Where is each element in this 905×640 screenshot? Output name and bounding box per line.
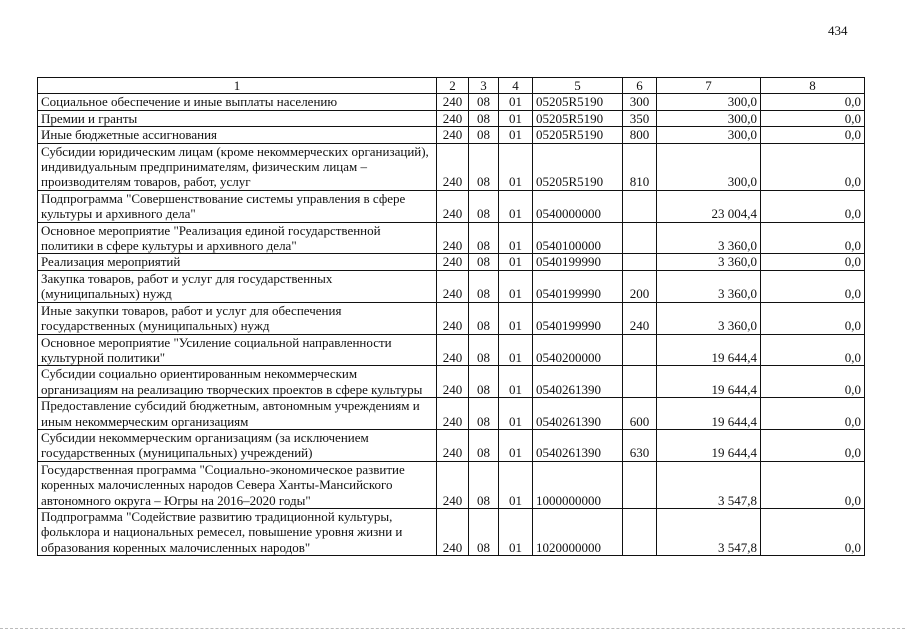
row-col3-cell: 08 <box>469 127 499 143</box>
row-name-cell: Основное мероприятие "Усиление социальной направленности культурной политики" <box>38 334 437 366</box>
row-col6-cell: 810 <box>623 143 657 190</box>
table-row <box>38 429 865 461</box>
row-col2-cell: 240 <box>437 366 469 398</box>
row-amount-cell: 19 644,4 <box>657 366 761 398</box>
table-row <box>38 190 865 222</box>
row-amount2-cell: 0,0 <box>761 398 865 430</box>
table-row <box>38 270 865 302</box>
row-col4-cell: 01 <box>499 366 533 398</box>
row-col4-cell: 01 <box>499 398 533 430</box>
row-col4-cell: 01 <box>499 270 533 302</box>
column-header: 5 <box>533 78 623 94</box>
row-amount-cell: 3 360,0 <box>657 302 761 334</box>
row-col3-cell: 08 <box>469 143 499 190</box>
row-col3-cell: 08 <box>469 366 499 398</box>
row-col2-cell: 240 <box>437 334 469 366</box>
row-name-cell: Социальное обеспечение и иные выплаты населению <box>38 94 437 110</box>
row-col2-cell: 240 <box>437 398 469 430</box>
row-code-cell: 05205R5190 <box>533 143 623 190</box>
row-col4-cell: 01 <box>499 190 533 222</box>
column-header: 7 <box>657 78 761 94</box>
row-col4-cell: 01 <box>499 334 533 366</box>
row-code-cell: 0540200000 <box>533 334 623 366</box>
row-col3-cell: 08 <box>469 190 499 222</box>
row-code-cell: 0540199990 <box>533 302 623 334</box>
row-code-cell: 0540000000 <box>533 190 623 222</box>
row-col3-cell: 08 <box>469 302 499 334</box>
row-col6-cell: 200 <box>623 270 657 302</box>
row-code-cell: 0540261390 <box>533 429 623 461</box>
row-col2-cell: 240 <box>437 127 469 143</box>
row-col6-cell <box>623 222 657 254</box>
row-name-cell: Подпрограмма "Содействие развитию традиционной культуры, фольклора и национальных ремесел, повышение уровня жизни и образования коренных малочисленных народов" <box>38 508 437 555</box>
column-header: 6 <box>623 78 657 94</box>
column-header: 1 <box>38 78 437 94</box>
row-amount-cell: 3 547,8 <box>657 508 761 555</box>
row-col2-cell: 240 <box>437 94 469 110</box>
row-col4-cell: 01 <box>499 461 533 508</box>
table-row <box>38 366 865 398</box>
row-col4-cell: 01 <box>499 429 533 461</box>
row-col2-cell: 240 <box>437 110 469 126</box>
row-amount2-cell: 0,0 <box>761 143 865 190</box>
row-col3-cell: 08 <box>469 508 499 555</box>
row-amount-cell: 23 004,4 <box>657 190 761 222</box>
row-col2-cell: 240 <box>437 143 469 190</box>
column-header: 3 <box>469 78 499 94</box>
row-amount2-cell: 0,0 <box>761 366 865 398</box>
row-col4-cell: 01 <box>499 127 533 143</box>
row-name-cell: Закупка товаров, работ и услуг для государственных (муниципальных) нужд <box>38 270 437 302</box>
row-code-cell: 0540199990 <box>533 270 623 302</box>
table-row <box>38 254 865 270</box>
row-col2-cell: 240 <box>437 508 469 555</box>
table-row <box>38 127 865 143</box>
row-amount-cell: 300,0 <box>657 110 761 126</box>
row-amount-cell: 300,0 <box>657 143 761 190</box>
row-col3-cell: 08 <box>469 461 499 508</box>
row-amount-cell: 300,0 <box>657 94 761 110</box>
row-col3-cell: 08 <box>469 94 499 110</box>
row-col3-cell: 08 <box>469 254 499 270</box>
row-col3-cell: 08 <box>469 334 499 366</box>
scan-edge-line <box>0 628 905 629</box>
row-name-cell: Реализация мероприятий <box>38 254 437 270</box>
row-amount2-cell: 0,0 <box>761 94 865 110</box>
row-col2-cell: 240 <box>437 270 469 302</box>
row-amount-cell: 19 644,4 <box>657 334 761 366</box>
row-code-cell: 0540261390 <box>533 366 623 398</box>
row-amount2-cell: 0,0 <box>761 127 865 143</box>
table-row <box>38 94 865 110</box>
row-col6-cell: 350 <box>623 110 657 126</box>
row-col6-cell <box>623 461 657 508</box>
row-col3-cell: 08 <box>469 270 499 302</box>
row-col4-cell: 01 <box>499 254 533 270</box>
row-col4-cell: 01 <box>499 302 533 334</box>
row-col4-cell: 01 <box>499 143 533 190</box>
row-amount-cell: 3 360,0 <box>657 222 761 254</box>
table-row <box>38 461 865 508</box>
row-col2-cell: 240 <box>437 429 469 461</box>
row-amount2-cell: 0,0 <box>761 461 865 508</box>
row-col3-cell: 08 <box>469 398 499 430</box>
row-col2-cell: 240 <box>437 461 469 508</box>
row-amount2-cell: 0,0 <box>761 302 865 334</box>
row-col2-cell: 240 <box>437 254 469 270</box>
column-header: 4 <box>499 78 533 94</box>
row-amount-cell: 19 644,4 <box>657 398 761 430</box>
row-name-cell: Субсидии социально ориентированным некоммерческим организациям на реализацию творческих проектов в сфере культуры <box>38 366 437 398</box>
row-col4-cell: 01 <box>499 110 533 126</box>
table-row <box>38 110 865 126</box>
row-col6-cell <box>623 334 657 366</box>
row-amount2-cell: 0,0 <box>761 254 865 270</box>
row-amount2-cell: 0,0 <box>761 429 865 461</box>
row-amount2-cell: 0,0 <box>761 222 865 254</box>
table-row <box>38 334 865 366</box>
row-name-cell: Субсидии юридическим лицам (кроме некоммерческих организаций), индивидуальным предпринимателям, физическим лицам – производителям товаров, работ, услуг <box>38 143 437 190</box>
row-col3-cell: 08 <box>469 110 499 126</box>
row-amount-cell: 19 644,4 <box>657 429 761 461</box>
row-col6-cell <box>623 254 657 270</box>
row-col4-cell: 01 <box>499 508 533 555</box>
row-col6-cell <box>623 190 657 222</box>
row-col6-cell <box>623 366 657 398</box>
row-col2-cell: 240 <box>437 302 469 334</box>
row-col6-cell: 800 <box>623 127 657 143</box>
row-code-cell: 05205R5190 <box>533 94 623 110</box>
row-col6-cell: 600 <box>623 398 657 430</box>
row-amount-cell: 3 360,0 <box>657 270 761 302</box>
row-col6-cell <box>623 508 657 555</box>
table-row <box>38 398 865 430</box>
table-row <box>38 302 865 334</box>
row-col6-cell: 630 <box>623 429 657 461</box>
row-name-cell: Подпрограмма "Совершенствование системы управления в сфере культуры и архивного дела" <box>38 190 437 222</box>
table-row <box>38 143 865 190</box>
row-col3-cell: 08 <box>469 429 499 461</box>
row-col6-cell: 240 <box>623 302 657 334</box>
row-amount-cell: 3 360,0 <box>657 254 761 270</box>
row-code-cell: 05205R5190 <box>533 110 623 126</box>
table-row <box>38 508 865 555</box>
row-name-cell: Предоставление субсидий бюджетным, автономным учреждениям и иным некоммерческим организациям <box>38 398 437 430</box>
row-name-cell: Субсидии некоммерческим организациям (за исключением государственных (муниципальных) учреждений) <box>38 429 437 461</box>
row-amount-cell: 300,0 <box>657 127 761 143</box>
row-code-cell: 0540261390 <box>533 398 623 430</box>
row-code-cell: 0540199990 <box>533 254 623 270</box>
row-col4-cell: 01 <box>499 222 533 254</box>
row-code-cell: 05205R5190 <box>533 127 623 143</box>
column-header: 8 <box>761 78 865 94</box>
row-col2-cell: 240 <box>437 222 469 254</box>
row-code-cell: 1020000000 <box>533 508 623 555</box>
table-row <box>38 222 865 254</box>
table-header-row <box>38 78 865 94</box>
row-code-cell: 1000000000 <box>533 461 623 508</box>
row-amount2-cell: 0,0 <box>761 110 865 126</box>
row-col4-cell: 01 <box>499 94 533 110</box>
row-name-cell: Государственная программа "Социально-экономическое развитие коренных малочисленных народов Севера Ханты-Мансийского автономного округа – Югры на 2016–2020 годы" <box>38 461 437 508</box>
row-name-cell: Основное мероприятие "Реализация единой государственной политики в сфере культуры и архивного дела" <box>38 222 437 254</box>
row-col6-cell: 300 <box>623 94 657 110</box>
row-amount2-cell: 0,0 <box>761 508 865 555</box>
row-name-cell: Премии и гранты <box>38 110 437 126</box>
row-amount2-cell: 0,0 <box>761 190 865 222</box>
row-code-cell: 0540100000 <box>533 222 623 254</box>
row-amount2-cell: 0,0 <box>761 334 865 366</box>
row-col2-cell: 240 <box>437 190 469 222</box>
row-name-cell: Иные бюджетные ассигнования <box>38 127 437 143</box>
row-name-cell: Иные закупки товаров, работ и услуг для обеспечения государственных (муниципальных) нужд <box>38 302 437 334</box>
page-number: 434 <box>828 23 848 38</box>
row-amount2-cell: 0,0 <box>761 270 865 302</box>
column-header: 2 <box>437 78 469 94</box>
row-amount-cell: 3 547,8 <box>657 461 761 508</box>
row-col3-cell: 08 <box>469 222 499 254</box>
budget-table <box>37 77 865 556</box>
